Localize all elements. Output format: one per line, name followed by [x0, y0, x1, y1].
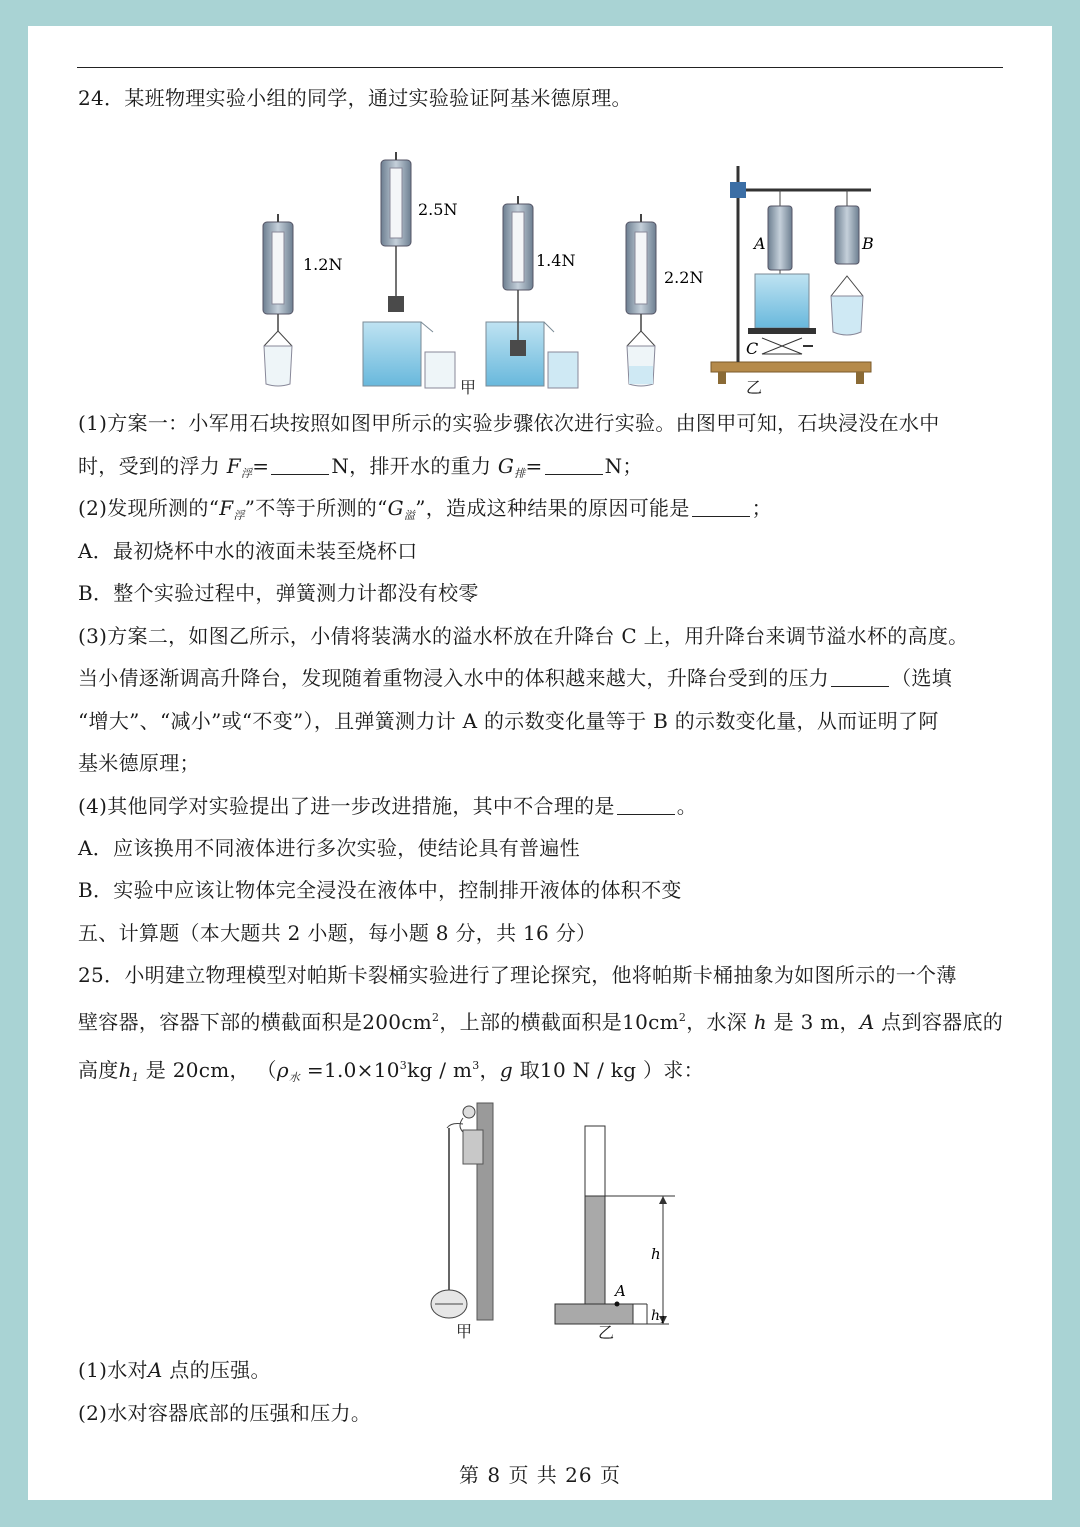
q25-line1: 25．小明建立物理模型对帕斯卡裂桶实验进行了理论探究，他将帕斯卡桶抽象为如图所示的一个薄 — [78, 963, 957, 987]
q24-part1-a: (1)方案一：小军用石块按照如图甲所示的实验步骤依次进行实验。由图甲可知，石块浸没在水中 — [78, 411, 940, 435]
label-h1: $h_1$ — [651, 1308, 666, 1326]
label-b: B — [862, 234, 874, 253]
reading-2: 2.5N — [418, 200, 458, 219]
caption-jia-24: 甲 — [460, 378, 477, 397]
page-footer: 第 8 页 共 26 页 — [459, 1463, 621, 1487]
label-h: h — [651, 1245, 661, 1263]
spring-scale-1 — [263, 214, 293, 386]
reading-4: 2.2N — [664, 268, 704, 287]
header-rule — [77, 67, 1003, 68]
spring-scale-2 — [363, 152, 458, 388]
q25-figure — [423, 1100, 666, 1330]
q24-part2: (2)发现所测的“$F_浮$”不等于所测的“$G_溢$”，造成这种结果的原因可能是 ； — [78, 496, 772, 522]
q24-part3-d: 基米德原理； — [78, 751, 200, 775]
spring-scale-3 — [486, 196, 578, 388]
pascal-barrel-illustration — [431, 1103, 493, 1320]
q24-part4-option-a: A．应该换用不同液体进行多次实验，使结论具有普遍性 — [78, 836, 580, 860]
q24-part1-b: 时，受到的浮力 $F_浮= N$，排开水的重力 $G_排= N$； — [78, 454, 643, 480]
blank-displaced-weight[interactable] — [545, 456, 603, 475]
q24-part4: (4)其他同学对实验提出了进一步改进措施，其中不合理的是 。 — [78, 794, 698, 818]
q24-part4-option-b: B．实验中应该让物体完全浸没在液体中，控制排开液体的体积不变 — [78, 878, 682, 902]
q24-part2-option-b: B．整个实验过程中，弹簧测力计都没有校零 — [78, 581, 479, 605]
reading-1: 1.2N — [303, 255, 343, 274]
q25-sub1: (1)水对A 点的压强。 — [78, 1358, 271, 1382]
label-c: C — [746, 339, 759, 358]
caption-yi-25: 乙 — [598, 1323, 615, 1342]
caption-yi-24: 乙 — [746, 378, 763, 397]
q24-part2-option-a: A．最初烧杯中水的液面未装至烧杯口 — [78, 539, 418, 563]
label-point-a: A — [615, 1282, 626, 1300]
q24-part3-b: 当小倩逐渐调高升降台，发现随着重物浸入水中的体积越来越大，升降台受到的压力 （选填 — [78, 666, 953, 690]
q24-figure — [228, 126, 874, 396]
q25-line3: 高度$h_1$ 是 20cm， （$\rho_水 =1.0\times 10^3kg / m^3$，g 取10 N / kg ）求： — [78, 1058, 704, 1084]
lifting-apparatus — [711, 166, 871, 384]
blank-buoyancy[interactable] — [271, 456, 329, 475]
spring-scale-4 — [626, 214, 656, 386]
caption-jia-25: 甲 — [456, 1322, 473, 1341]
blank-pressure-change[interactable] — [831, 668, 889, 687]
label-a: A — [754, 234, 766, 253]
exam-page — [28, 26, 1052, 1500]
reading-3: 1.4N — [536, 251, 576, 270]
blank-reason[interactable] — [692, 498, 750, 517]
blank-unreasonable[interactable] — [617, 796, 675, 815]
q24-part3-a: (3)方案二，如图乙所示，小倩将装满水的溢水杯放在升降台 C 上，用升降台来调节溢水杯的高度。 — [78, 624, 969, 648]
q25-line2: 壁容器，容器下部的横截面积是$200cm^2$，上部的横截面积是$10cm^2$，水深 h 是 3 m，A 点到容器底的 — [78, 1010, 1004, 1034]
section-5-heading: 五、计算题（本大题共 2 小题，每小题 8 分，共 16 分） — [78, 921, 597, 945]
q24-title: 24．某班物理实验小组的同学，通过实验验证阿基米德原理。 — [78, 86, 632, 110]
q24-part3-c: “增大”、“减小”或“不变”），且弹簧测力计 A 的示数变化量等于 B 的示数变化量，从而证明了阿 — [78, 709, 939, 733]
q25-sub2: (2)水对容器底部的压强和压力。 — [78, 1401, 372, 1425]
